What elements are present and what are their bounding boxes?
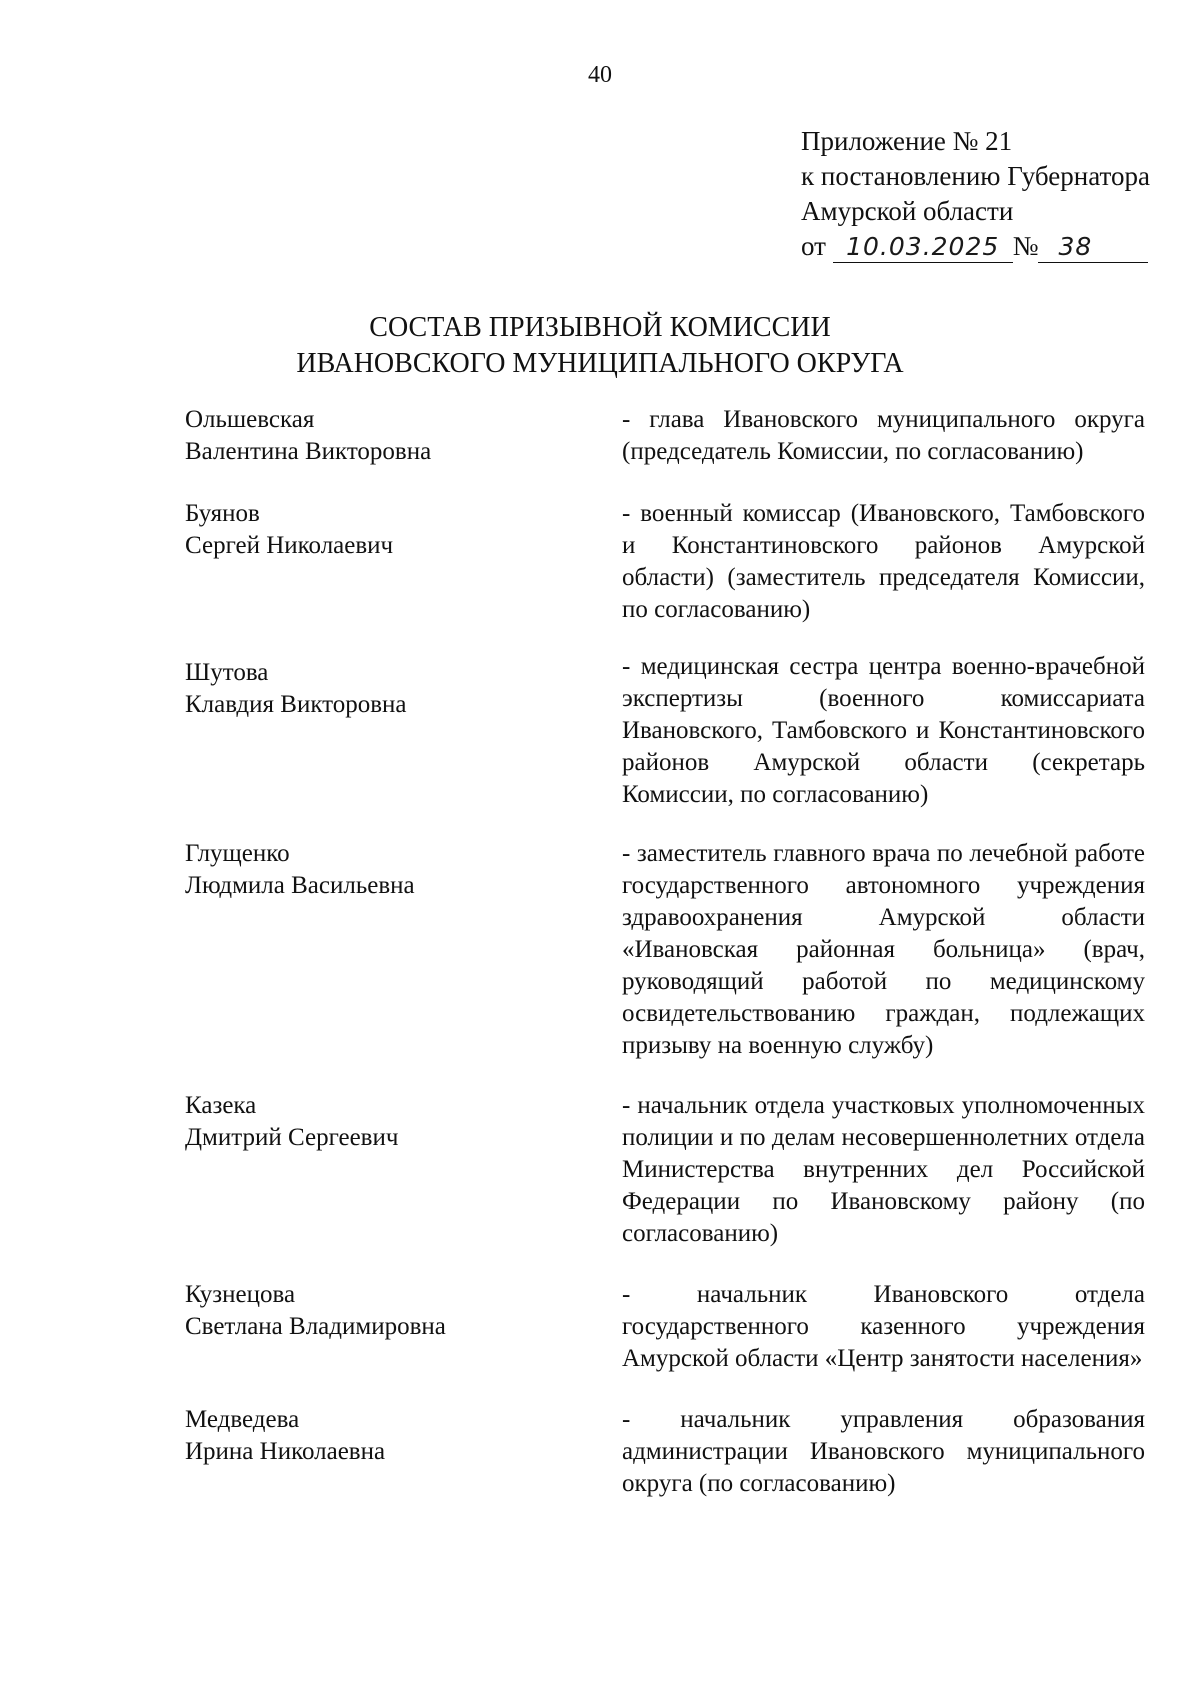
appendix-line-1: Приложение № 21 (801, 126, 1013, 156)
appendix-line-2: к постановлению Губернатора (801, 161, 1150, 191)
member-surname: Кузнецова (185, 1281, 296, 1308)
member-surname: Буянов (185, 500, 260, 527)
member-name (185, 657, 585, 721)
member-role: - медицинская сестра центра военно-врачебной экспертизы (военного комиссариата Ивановского, Тамбовского и Константиновского районов Амурской области (секретарь Комиссии, по согласованию) (622, 653, 1145, 808)
page-number: 40 (588, 62, 612, 88)
member-role: - военный комиссар (Ивановского, Тамбовского и Константиновского районов Амурской области) (заместитель председателя Комиссии, по согласованию) (622, 500, 1145, 623)
handwritten-date: 10.03.2025 (833, 232, 1013, 263)
member-given-names: Валентина Викторовна (185, 438, 432, 465)
member-given-names: Ирина Николаевна (185, 1438, 386, 1465)
document-title (0, 310, 1200, 382)
member-name (185, 1090, 585, 1154)
appendix-line-3: Амурской области (801, 196, 1014, 226)
member-given-names: Людмила Васильевна (185, 872, 415, 899)
member-role: - начальник отдела участковых уполномоченных полиции и по делам несовершеннолетних отдела Министерства внутренних дел Российской Федерации по Ивановскому району (по согласованию) (622, 1092, 1145, 1247)
member-name (185, 1279, 585, 1343)
member-role: - начальник управления образования администрации Ивановского муниципального округа (по согласованию) (622, 1406, 1145, 1497)
member-given-names: Дмитрий Сергеевич (185, 1124, 399, 1151)
member-name (185, 404, 585, 468)
member-surname: Медведева (185, 1406, 300, 1433)
handwritten-number: 38 (1038, 232, 1148, 263)
appendix-date-line (801, 229, 1150, 264)
member-role: - заместитель главного врача по лечебной работе государственного автономного учреждения здравоохранения Амурской области «Ивановская районная больница» (врач, руководящий работой по медицинскому освидетельствованию граждан, подлежащих призыву на военную службу) (622, 840, 1145, 1059)
member-surname: Шутова (185, 659, 269, 686)
title-line-2: ИВАНОВСКОГО МУНИЦИПАЛЬНОГО ОКРУГА (296, 348, 904, 379)
appendix-block (801, 124, 1150, 264)
member-surname: Ольшевская (185, 406, 315, 433)
title-line-1: СОСТАВ ПРИЗЫВНОЙ КОМИССИИ (369, 312, 831, 343)
member-name (185, 838, 585, 902)
member-role: - глава Ивановского муниципального округа (председатель Комиссии, по согласованию) (622, 406, 1145, 465)
member-name (185, 498, 585, 562)
member-role: - начальник Ивановского отдела государственного казенного учреждения Амурской области «Центр занятости населения» (622, 1281, 1145, 1372)
member-surname: Казека (185, 1092, 257, 1119)
member-given-names: Светлана Владимировна (185, 1313, 446, 1340)
member-surname: Глущенко (185, 840, 290, 867)
member-name (185, 1404, 585, 1468)
date-prefix: от (801, 231, 826, 261)
member-given-names: Сергей Николаевич (185, 532, 394, 559)
number-label: № (1012, 231, 1039, 261)
member-given-names: Клавдия Викторовна (185, 691, 407, 718)
